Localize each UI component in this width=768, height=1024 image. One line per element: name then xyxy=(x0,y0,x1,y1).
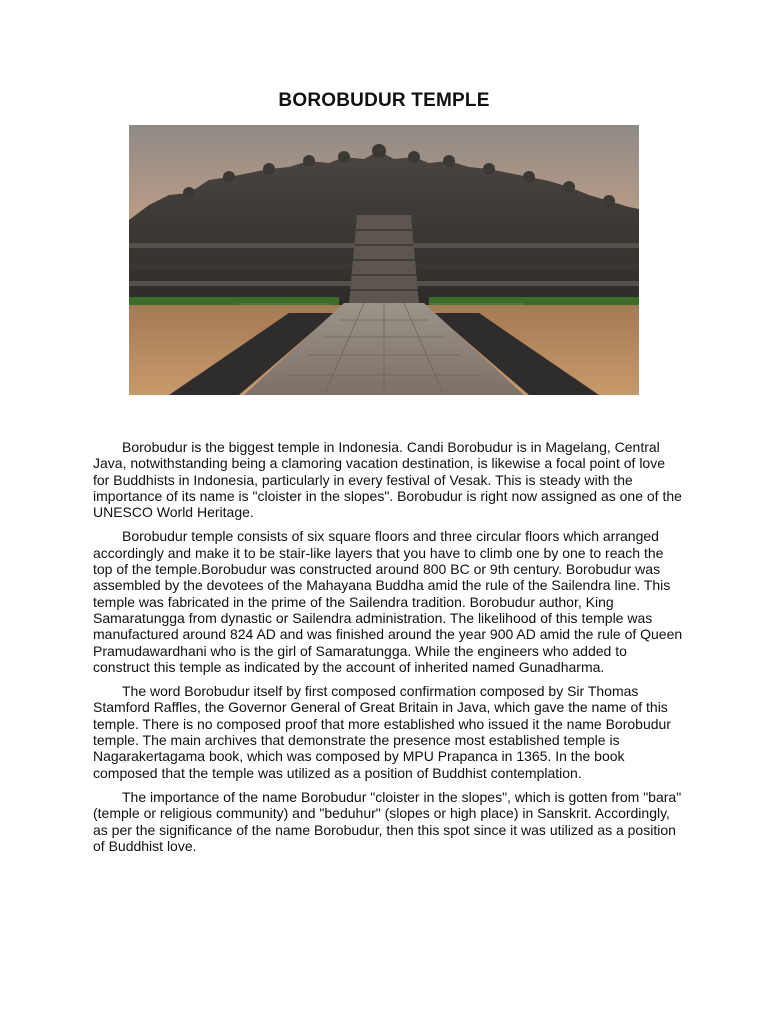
paragraph: Borobudur is the biggest temple in Indonesia. Candi Borobudur is in Magelang, Central Java, notwithstanding being a clamoring vacation destination, is likewise a focal point of love for Buddhists in Indonesia, particularly in every festival of Vesak. This is steady with the importance of its name is "cloister in the slopes". Borobudur is right now assigned as one of the UNESCO World Heritage. xyxy=(93,439,682,521)
paragraph: The word Borobudur itself by first composed confirmation composed by Sir Thomas Stamford Raffles, the Governor General of Great Britain in Java, which gave the name of this temple. There is no composed proof that more established who issued it the name Borobudur temple. The main archives that demonstrate the presence most established temple is Nagarakertagama book, which was composed by MPU Prapanca in 1365. In the book composed that the temple was utilized as a position of Buddhist contemplation. xyxy=(93,683,671,781)
temple-photo xyxy=(129,125,639,395)
body-text xyxy=(93,439,683,862)
page-title: BOROBUDUR TEMPLE xyxy=(278,90,490,111)
paragraph: The importance of the name Borobudur "cloister in the slopes", which is gotten from "bara" (temple or religious community) and "beduhur" (slopes or high place) in Sanskrit. Accordingly, as per the significance of the name Borobudur, then this spot since it was utilized as a position of Buddhist love. xyxy=(93,788,682,854)
paragraph: Borobudur temple consists of six square floors and three circular floors which arranged accordingly and make it to be stair-like layers that you have to climb one by one to reach the top of the temple.Borobudur was constructed around 800 BC or 9th century. Borobudur was assembled by the devotees of the Mahayana Buddha amid the rule of the Sailendra line. This temple was fabricated in the prime of the Sailendra tradition. Borobudur author, King Samaratungga from dynastic or Sailendra administration. The likelihood of this temple was manufactured around 824 AD and was finished around the year 900 AD amid the rule of Queen Pramudawardhani who is the girl of Samaratungga. While the engineers who added to construct this temple as indicated by the account of inherited named Gunadharma. xyxy=(93,528,683,675)
